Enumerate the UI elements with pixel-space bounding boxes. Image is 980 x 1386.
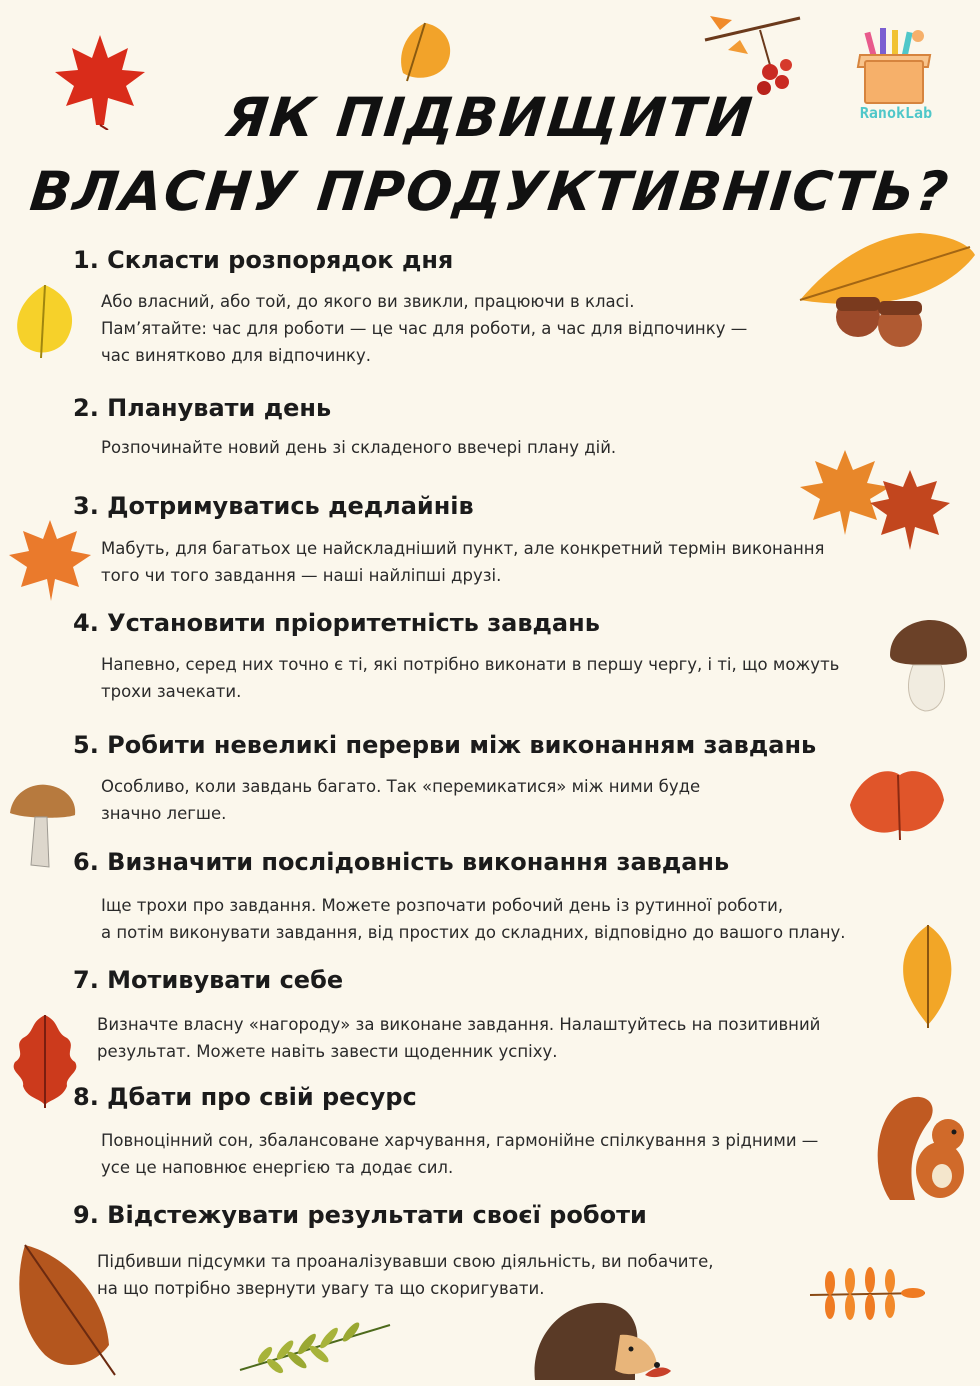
- item-heading: 4. Установити пріоритетність завдань: [73, 609, 600, 637]
- item-text-line: Підбивши підсумки та проаналізувавши свою діяльність, ви побачите,: [97, 1252, 714, 1271]
- item-text-line: час винятково для відпочинку.: [101, 346, 372, 365]
- mushroom-brown-icon: [5, 775, 80, 875]
- item-heading: 2. Планувати день: [73, 394, 332, 422]
- item-text: [97, 1011, 820, 1065]
- item-text-line: Напевно, серед них точно є ті, які потрібно виконати в першу чергу, і ті, що можуть: [101, 655, 840, 674]
- page-title-line-2: ВЛАСНУ ПРОДУКТИВНІСТЬ?: [27, 160, 953, 223]
- item-text-line: значно легше.: [101, 804, 227, 823]
- item-text: [101, 288, 747, 369]
- item-text: [97, 1248, 714, 1302]
- item-heading: 1. Скласти розпорядок дня: [73, 246, 454, 274]
- maple-leaf-orange-icon: [5, 515, 95, 605]
- rowan-berries-icon: [700, 10, 810, 105]
- squirrel-icon: [870, 1090, 975, 1205]
- item-text-line: трохи зачекати.: [101, 682, 242, 701]
- item-text: [101, 651, 839, 705]
- item-text-line: Повноцінний сон, збалансоване харчування, гармонійне спілкування з рідними —: [101, 1131, 819, 1150]
- fern-leaf-green-icon: [235, 1310, 395, 1380]
- leaf-yellow-orange-icon: [890, 920, 965, 1030]
- item-heading: 3. Дотримуватись дедлайнів: [73, 492, 474, 520]
- logo-box-icon: [864, 60, 924, 104]
- maple-leaf-red-icon: [50, 30, 150, 130]
- item-text-line: Визначте власну «нагороду» за виконане завдання. Налаштуйтесь на позитивний: [97, 1015, 821, 1034]
- item-text: [101, 892, 846, 946]
- item-text-line: Іще трохи про завдання. Можете розпочати робочий день із рутинної роботи,: [101, 896, 784, 915]
- maple-leaves-orange-icon: [795, 445, 955, 565]
- item-text-line: результат. Можете навіть завести щоденник успіху.: [97, 1042, 558, 1061]
- leaf-red-orange-icon: [840, 755, 950, 845]
- item-text: [101, 773, 700, 827]
- item-heading: 6. Визначити послідовність виконання завдань: [73, 848, 730, 876]
- item-text: [101, 434, 616, 461]
- leaf-brown-icon: [5, 1235, 125, 1380]
- item-text-line: Пам’ятайте: час для роботи — це час для роботи, а час для відпочинку —: [101, 319, 748, 338]
- rowan-leaf-orange-icon: [805, 1265, 930, 1325]
- item-text-line: того чи того завдання — наші найліпші друзі.: [101, 566, 502, 585]
- item-text: [101, 1127, 818, 1181]
- birch-leaf-orange-icon: [385, 15, 465, 90]
- item-heading: 8. Дбати про свій ресурс: [73, 1083, 417, 1111]
- item-text-line: Особливо, коли завдань багато. Так «перемикатися» між ними буде: [101, 777, 701, 796]
- item-heading: 9. Відстежувати результати своєї роботи: [73, 1201, 647, 1229]
- item-text-line: Розпочинайте новий день зі складеного ввечері плану дій.: [101, 438, 617, 457]
- item-text: [101, 535, 824, 589]
- item-text-line: а потім виконувати завдання, від простих до складних, відповідно до вашого плану.: [101, 923, 846, 942]
- page-title-line-1: ЯК ПІДВИЩИТИ: [223, 86, 757, 149]
- yellow-birch-leaf-icon: [5, 280, 85, 360]
- item-text-line: Або власний, або той, до якого ви звикли, працюючи в класі.: [101, 292, 635, 311]
- item-text-line: на що потрібно звернути увагу та що скоригувати.: [97, 1279, 545, 1298]
- logo-text: RanokLab: [859, 104, 933, 122]
- item-text-line: Мабуть, для багатьох це найскладніший пункт, але конкретний термін виконання: [101, 539, 825, 558]
- ranoklab-logo: [836, 26, 956, 126]
- mushroom-porcini-icon: [885, 615, 970, 715]
- item-heading: 7. Мотивувати себе: [73, 966, 344, 994]
- oak-leaf-with-acorns-icon: [790, 225, 980, 355]
- oak-leaf-red-icon: [5, 1010, 85, 1110]
- item-heading: 5. Робити невеликі перерви між виконанням завдань: [73, 731, 817, 759]
- item-text-line: усе це наповнює енергією та додає сил.: [101, 1158, 454, 1177]
- hedgehog-icon: [525, 1295, 675, 1383]
